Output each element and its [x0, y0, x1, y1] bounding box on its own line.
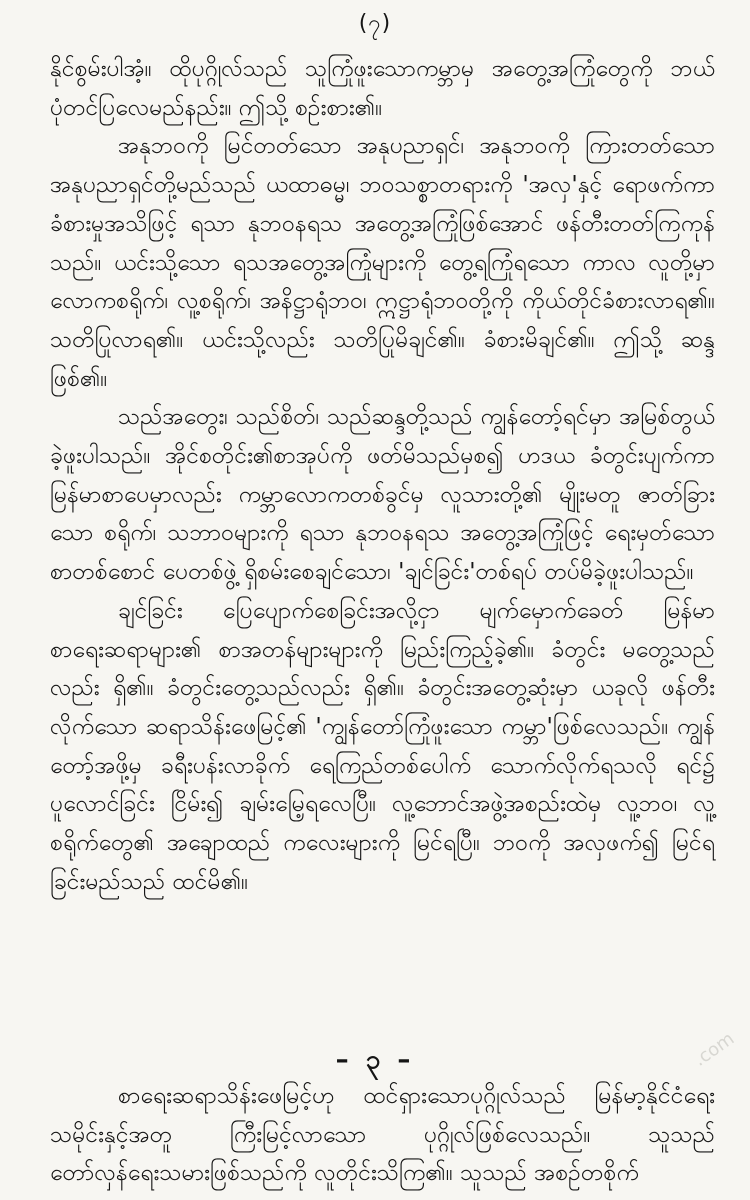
main-text-block	[50, 50, 715, 901]
paragraph-3: သည်အတွေး၊ သည်စိတ်၊ သည်ဆန္ဒတို့သည် ကျွန်တော့်ရင်မှာ အမြစ်တွယ်ခဲ့ဖူးပါသည်။ အိုင်စတိုင်း၏စာအုပ်ကို ဖတ်မိသည်မှစ၍ ဟဒယ ခံတွင်းပျက်ကာ မြန်မာစာပေမှာလည်း ကမ္ဘာလောကတစ်ခွင်မှ လူသားတို့၏ မျိုးမတူ ဇာတ်ခြားသော စရိုက်၊ သဘာ၀များကို ရသာ နုဘ၀နရသ အတွေ့အကြုံဖြင့် ရေးမှတ်သော စာတစ်စောင် ပေတစ်ဖွဲ့ ရှိစမ်းစေချင်သော၊ 'ချင်ခြင်း'တစ်ရပ် တပ်မိခဲ့ဖူးပါသည်။	[50, 404, 715, 586]
paragraph-4: ချင်ခြင်း ပြေပျောက်စေခြင်းအလို့ငှာ မျက်မှောက်ခေတ် မြန်မာစာရေးဆရာများ၏ စာအတန်များများကို မြည်းကြည့်ခဲ့၏။ ခံတွင်း မတွေ့သည်လည်း ရှိ၏။ ခံတွင်းတွေ့သည်လည်း ရှိ၏။ ခံတွင်းအတွေ့ဆုံးမှာ ယခုလို ဖန်တီးလိုက်သော ဆရာသိန်းဖေမြင့်၏ 'ကျွန်တော်ကြုံဖူးသော ကမ္ဘာ'ဖြစ်လေသည်။ ကျွန်တော့်အဖို့မှ ခရီးပန်းလာခိုက် ရေကြည်တစ်ပေါက် သောက်လိုက်ရသလို ရင်၌ ပူလောင်ခြင်း ငြိမ်း၍ ချမ်းမြေ့ရလေပြီ။ လူ့ဘောင်အဖွဲ့အစည်းထဲမှ လူ့ဘ၀၊ လူ့စရိုက်တွေ၏ အချောထည် ကလေးများကို မြင်ရပြီ။ ဘ၀ကို အလှဖက်၍ မြင်ရခြင်းမည်သည် ထင်မိ၏။	[50, 597, 715, 895]
paragraph-5: စာရေးဆရာသိန်းဖေမြင့်ဟု ထင်ရှားသောပုဂ္ဂိုလ်သည် မြန်မာ့နိုင်ငံရေးသမိုင်းနှင့်အတူ ကြီးမြင့်လာသော ပုဂ္ဂိုလ်ဖြစ်လေသည်။ သူသည် တော်လှန်ရေးသမားဖြစ်သည်ကို လူတိုင်းသိကြ၏။ သူသည် အစဉ်တစိုက်	[50, 1083, 715, 1187]
paragraph-2: အနုဘ၀ကို မြင်တတ်သော အနုပညာရှင်၊ အနုဘ၀ကို ကြားတတ်သော အနုပညာရှင်တို့မည်သည် ယထာဓမ္မ၊ ဘ၀သစ္စာတရားကို 'အလှ'နှင့် ရောဖက်ကာ ခံစားမှုအသိဖြင့် ရသာ နုဘ၀နရသ အတွေ့အကြုံဖြစ်အောင် ဖန်တီးတတ်ကြကုန်သည်။ ယင်းသို့သော ရသအတွေ့အကြုံများကို တွေ့ရကြုံရသော ကာလ လူတို့မှာ လောကစရိုက်၊ လူ့စရိုက်၊ အနိဋ္ဌာရုံဘ၀၊ ဣဋ္ဌာရုံဘ၀တို့ကို ကိုယ်တိုင်ခံစားလာရ၏။ သတိပြုလာရ၏။ ယင်းသို့လည်း သတိပြုမိချင်၏။ ခံစားမိချင်၏။ ဤသို့ ဆန္ဒဖြစ်၏။	[50, 133, 715, 392]
paragraph-1: နိုင်စွမ်းပါအံ့။ ထိုပုဂ္ဂိုလ်သည် သူကြုံဖူးသောကမ္ဘာမှ အတွေ့အကြုံတွေကို ဘယ်ပုံတင်ပြလေမည်နည်း။ ဤသို့ စဉ်းစား၏။	[50, 56, 715, 121]
section-text-block	[50, 1077, 715, 1193]
page-number: (၇)	[358, 11, 392, 36]
watermark: .com	[689, 1028, 739, 1071]
section-number: – ၃ –	[335, 1045, 415, 1075]
